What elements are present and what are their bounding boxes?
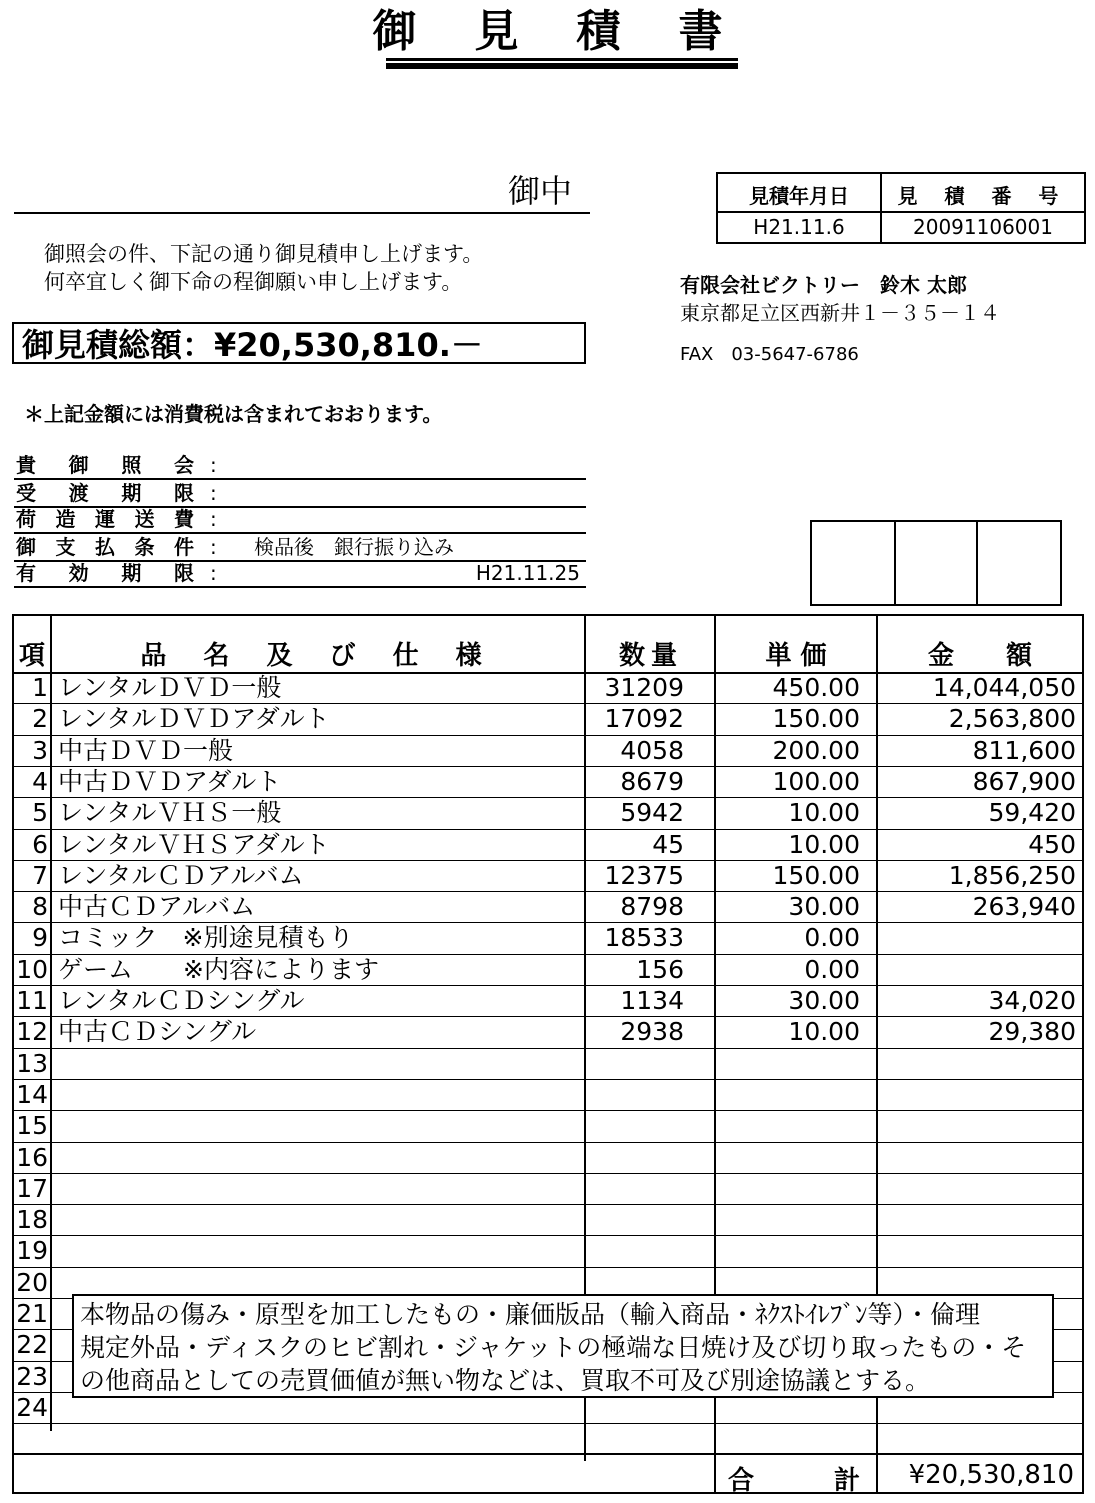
item-amount: 811,600: [972, 735, 1076, 765]
item-amount: 59,420: [988, 798, 1076, 828]
greeting-line-2: 何卒宜しく御下命の程御願い申し上げます。: [44, 270, 463, 294]
condition-label: 御 支 払 条 件: [16, 535, 194, 559]
condition-row: [14, 534, 586, 562]
item-quantity: 1134: [620, 986, 684, 1015]
item-quantity: 5942: [620, 798, 684, 828]
condition-colon: :: [210, 453, 217, 477]
table-footer-rule: [14, 1453, 1082, 1455]
item-quantity: 8679: [620, 766, 684, 796]
condition-label: 荷 造 運 送 費: [16, 507, 194, 531]
row-number: 13: [16, 1048, 48, 1078]
row-number: 24: [16, 1392, 48, 1422]
condition-label: 有 効 期 限: [16, 561, 194, 585]
row-number: 17: [16, 1173, 48, 1203]
item-unit-price: 150.00: [772, 704, 860, 734]
item-quantity: 8798: [620, 892, 684, 922]
recipient-line: [14, 212, 590, 214]
row-number: 8: [32, 892, 48, 922]
condition-value: 検品後 銀行振り込み: [254, 535, 454, 559]
table-row: [14, 1079, 1082, 1110]
table-row: [14, 829, 1082, 860]
row-number: 6: [32, 829, 48, 859]
item-name: 中古ＣＤアルバム: [58, 892, 256, 922]
condition-row: [14, 506, 586, 534]
item-name: レンタルＶＨＳ一般: [58, 798, 282, 828]
item-unit-price: 0.00: [804, 923, 860, 953]
item-quantity: 2938: [620, 1017, 684, 1047]
row-number: 14: [16, 1079, 48, 1109]
row-number: 4: [32, 766, 48, 796]
item-amount: 1,856,250: [948, 860, 1076, 890]
table-row: [14, 1110, 1082, 1141]
table-row: [14, 985, 1082, 1016]
item-name: 中古ＤＶＤ一般: [58, 735, 234, 765]
item-name: 中古ＣＤシングル: [58, 1017, 257, 1047]
row-number: 20: [16, 1267, 48, 1297]
table-row: [14, 1142, 1082, 1173]
table-row: [14, 703, 1082, 734]
estimate-date-value: H21.11.6: [753, 215, 845, 239]
item-amount: 450: [1028, 829, 1076, 859]
row-number: 7: [32, 860, 48, 890]
item-name: レンタルＤＶＤ一般: [58, 673, 282, 702]
estimate-total: 御見積総額：¥20,530,810.－: [12, 322, 586, 364]
table-row: [14, 1016, 1082, 1047]
table-row: [14, 1173, 1082, 1204]
stamp-box: [810, 520, 1062, 606]
table-row: [14, 1235, 1082, 1266]
item-name: レンタルＶＨＳアダルト: [58, 829, 330, 859]
item-name: コミック ※別途見積もり: [58, 923, 354, 953]
header-name: 品 名 及 び 仕 様: [140, 641, 496, 671]
row-number: 21: [16, 1299, 48, 1328]
item-unit-price: 450.00: [772, 673, 860, 702]
recipient-honorific: 御中: [508, 172, 573, 210]
item-quantity: 12375: [604, 860, 684, 890]
table-row: [14, 1204, 1082, 1235]
table-row: [14, 766, 1082, 797]
table-row: [14, 735, 1082, 766]
row-number: 19: [16, 1236, 48, 1266]
item-amount: 263,940: [972, 892, 1076, 922]
disclaimer-note: [72, 1294, 1054, 1398]
item-unit-price: 10.00: [788, 1017, 860, 1047]
item-name: レンタルＣＤシングル: [58, 986, 305, 1015]
item-unit-price: 150.00: [772, 860, 860, 890]
row-number: 12: [16, 1017, 48, 1047]
item-name: 中古ＤＶＤアダルト: [58, 766, 282, 796]
row-number: 2: [32, 704, 48, 734]
condition-row: [14, 560, 586, 588]
company-fax: FAX 03-5647-6786: [680, 344, 859, 365]
item-unit-price: 10.00: [788, 798, 860, 828]
item-unit-price: 30.00: [788, 986, 860, 1015]
row-number: 5: [32, 798, 48, 828]
table-row: [14, 797, 1082, 828]
title-underline: [386, 58, 738, 61]
row-number: 11: [16, 986, 48, 1015]
table-row: [14, 1048, 1082, 1079]
table-row: [14, 922, 1082, 953]
condition-value: H21.11.25: [475, 561, 580, 585]
row-number: 15: [16, 1111, 48, 1141]
header-amount: 金 額: [927, 641, 1032, 671]
item-amount: 34,020: [988, 986, 1076, 1015]
header-qty: 数量: [618, 641, 683, 671]
row-number: 23: [16, 1361, 48, 1391]
item-name: ゲーム ※内容によります: [58, 954, 379, 984]
company-address: 東京都足立区西新井１－３５－１４: [680, 301, 1000, 325]
item-quantity: 31209: [604, 673, 684, 702]
sum-value: ¥20,530,810: [908, 1460, 1074, 1490]
row-number: 3: [32, 735, 48, 765]
estimate-date-label: 見積年月日: [749, 184, 849, 208]
condition-row: [14, 480, 586, 508]
greeting-line-1: 御照会の件、下記の通り御見積申し上げます。: [44, 242, 484, 266]
item-unit-price: 0.00: [804, 954, 860, 984]
item-quantity: 18533: [604, 923, 684, 953]
condition-label: 貴 御 照 会: [16, 453, 194, 477]
condition-colon: :: [210, 561, 217, 585]
company-name: 有限会社ビクトリー 鈴木 太郎: [680, 273, 967, 297]
item-unit-price: 200.00: [772, 735, 860, 765]
table-row-rule: [14, 1423, 1082, 1424]
item-amount: 14,044,050: [932, 673, 1076, 702]
row-number: 9: [32, 923, 48, 953]
estimate-info-box: [716, 172, 1086, 244]
item-quantity: 156: [636, 954, 684, 984]
table-row: [14, 860, 1082, 891]
condition-colon: :: [210, 535, 217, 559]
disclaimer-line-1: 本物品の傷み・原型を加工したもの・廉価版品（輸入商品・ﾈｸｽﾄｲﾚﾌﾞﾝ等）・倫理: [80, 1300, 981, 1329]
document-title: 御見積書: [372, 6, 781, 57]
header-no: 項: [18, 641, 45, 671]
table-row: [14, 891, 1082, 922]
condition-colon: :: [210, 507, 217, 531]
row-number: 10: [16, 954, 48, 984]
row-number: 22: [16, 1330, 48, 1360]
condition-label: 受 渡 期 限: [16, 481, 194, 505]
item-amount: 867,900: [972, 766, 1076, 796]
row-number: 1: [32, 673, 48, 702]
item-unit-price: 10.00: [788, 829, 860, 859]
table-row: [14, 954, 1082, 985]
condition-row: [14, 452, 586, 480]
item-amount: 2,563,800: [948, 704, 1076, 734]
estimate-number-value: 20091106001: [913, 215, 1053, 239]
item-unit-price: 30.00: [788, 892, 860, 922]
condition-colon: :: [210, 481, 217, 505]
title-underline-thick: [386, 63, 738, 69]
item-quantity: 4058: [620, 735, 684, 765]
disclaimer-line-2: 規定外品・ディスクのヒビ割れ・ジャケットの極端な日焼け及び切り取ったもの・そ: [80, 1333, 1027, 1362]
row-number: 16: [16, 1142, 48, 1172]
header-price: 単 価: [765, 641, 827, 671]
table-row: [14, 672, 1082, 703]
tax-note: ＊上記金額には消費税は含まれておおります。: [24, 402, 443, 426]
disclaimer-line-3: の他商品としての売買価値が無い物などは、買取不可及び別途協議とする。: [80, 1366, 931, 1395]
item-quantity: 17092: [604, 704, 684, 734]
item-quantity: 45: [652, 829, 684, 859]
estimate-number-label: 見 積 番 号: [897, 184, 1069, 208]
sum-label: 合 計: [728, 1466, 860, 1496]
item-name: レンタルＤＶＤアダルト: [58, 704, 330, 734]
item-amount: 29,380: [988, 1017, 1076, 1047]
item-name: レンタルＣＤアルバム: [58, 860, 304, 890]
row-number: 18: [16, 1205, 48, 1235]
item-unit-price: 100.00: [772, 766, 860, 796]
